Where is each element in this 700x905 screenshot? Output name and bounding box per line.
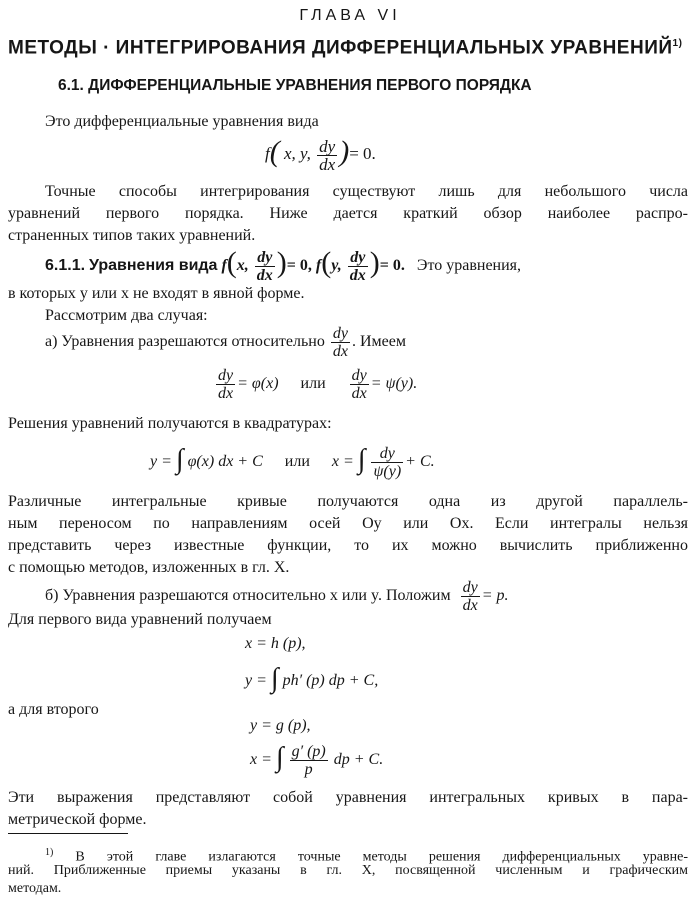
subsection-heading: [45, 246, 521, 286]
gp-fraction: [290, 743, 328, 778]
case-b-second: а для второго: [8, 701, 99, 718]
footnote-line-3: методам.: [8, 881, 62, 896]
sub-f1: f: [221, 257, 227, 274]
case-b-line-2: Для первого вида уравнений получаем: [8, 611, 272, 628]
sub-eq0a: = 0,: [286, 257, 312, 274]
para3-line-2: метрической форме.: [8, 811, 147, 828]
paren-open: (: [226, 246, 237, 280]
frac-den: dx: [218, 384, 234, 402]
case-a-text: а) Уравнения разрешаются относительно: [45, 333, 325, 350]
frac-den: dx: [351, 384, 367, 402]
dy-dx-fraction: [216, 367, 235, 402]
chapter-title: [8, 34, 682, 58]
paren-close: ): [276, 246, 287, 280]
chapter-title-text: МЕТОДЫ · ИНТЕГРИРОВАНИЯ ДИФФЕРЕНЦИАЛЬНЫХ УРАВНЕНИЙ: [8, 37, 673, 59]
frac-num: g′ (p): [291, 742, 326, 760]
eq-x: x,: [283, 144, 296, 163]
case-a-suffix: . Имеем: [351, 333, 406, 350]
para2-line-3: представить через известные функции, то их можно вычислить приближенно: [8, 537, 688, 554]
footnote-line-2: ний. Приближенные приемы указаны в гл. X, посвященной численным и графическим: [8, 863, 688, 878]
para1-line-2: уравнений первого порядка. Ниже дается краткий обзор наиболее распро-: [8, 205, 688, 222]
para1-line-3: страненных типов таких уравнений.: [8, 227, 256, 244]
dy-dx-fraction: [461, 579, 480, 614]
section-title: ДИФФЕРЕНЦИАЛЬНЫЕ УРАВНЕНИЯ ПЕРВОГО ПОРЯДКА: [88, 77, 532, 94]
case-a-line: [45, 322, 406, 362]
para2-line-2: ным переносом по направлениям осей Oy или Ox. Если интегралы нельзя: [8, 515, 688, 532]
eq4-tail: dp + C.: [333, 751, 384, 768]
sub-tail: Это уравнения,: [416, 257, 522, 274]
para1-line-1: Точные способы интегрирования существуют лишь для небольшого числа: [45, 183, 688, 200]
sub-f2: f: [315, 257, 322, 274]
paren-close: ): [369, 246, 380, 280]
section-heading: [58, 76, 532, 96]
frac-num: dy: [332, 324, 348, 342]
solutions-equations: [150, 442, 435, 482]
case-b-eq-4: [250, 740, 383, 780]
case-b-eq-2: [245, 664, 378, 698]
dy-dx-fraction: [255, 249, 275, 284]
footnote-mark: 1): [45, 847, 54, 858]
case-b-rhs: = p.: [481, 587, 509, 604]
frac-num: dy: [255, 249, 275, 267]
sol-plus-c: + C.: [405, 453, 435, 470]
eq2-body: ph′ (p) dp + C,: [282, 672, 379, 689]
subsection-number: 6.1.1.: [45, 257, 86, 274]
case-b-text: б) Уравнения разрешаются относительно x или y. Положим: [45, 587, 451, 604]
frac-den: dx: [256, 266, 273, 284]
paren-close: ): [339, 135, 350, 169]
case-a-eq-right: = ψ(y).: [370, 375, 418, 392]
integral-sign: ∫: [270, 663, 279, 695]
frac-den: dx: [319, 154, 336, 174]
eq2-lhs: y =: [245, 672, 267, 689]
chapter-label: ГЛАВА VI: [299, 7, 401, 24]
eq-y: y,: [300, 144, 311, 163]
frac-den: p: [304, 760, 313, 778]
integral-sign: ∫: [275, 742, 284, 774]
frac-den: dx: [462, 596, 478, 614]
case-b-eq-3: y = g (p),: [250, 717, 311, 734]
case-a-eq-left: = φ(x): [237, 375, 279, 392]
dy-dx-fraction: [350, 367, 369, 402]
eq4-lhs: x =: [250, 751, 272, 768]
intro-equation: [265, 134, 376, 174]
subsection-line-2: в которых y или x не входят в явной форме.: [8, 285, 305, 302]
paren-open: (: [269, 135, 280, 169]
sol-y-integrand: φ(x) dx + C: [187, 453, 263, 470]
integral-sign: ∫: [357, 444, 366, 476]
sub-eq0b: = 0.: [379, 257, 405, 274]
sub-x: x,: [236, 257, 249, 274]
case-a-or: или: [300, 375, 326, 392]
para2-line-1: Различные интегральные кривые получаются одна из другой параллель-: [8, 493, 688, 510]
solutions-line: Решения уравнений получаются в квадратурах:: [8, 415, 332, 432]
eq-rhs: = 0.: [349, 144, 376, 163]
dy-dx-fraction: [348, 249, 368, 284]
intro-line: Это дифференциальные уравнения вида: [45, 113, 319, 130]
frac-num: dy: [371, 445, 403, 463]
section-number: 6.1.: [58, 77, 84, 94]
dy-psi-fraction: [371, 445, 403, 480]
frac-num: dy: [319, 136, 336, 156]
sol-y: y =: [150, 453, 172, 470]
subsection-line-3: Рассмотрим два случая:: [45, 307, 208, 324]
sub-y: y,: [331, 257, 342, 274]
frac-den: dx: [349, 266, 366, 284]
frac-den: ψ(y): [373, 462, 402, 480]
footnote-text-1: В этой главе излагаются точные методы решения дифференциальных уравне-: [75, 849, 689, 865]
case-b-eq-1: x = h (p),: [245, 635, 306, 652]
case-a-equations: [214, 364, 417, 404]
footnote-rule: [8, 833, 128, 834]
subsection-title: Уравнения вида: [89, 257, 218, 274]
eq-f: f: [265, 144, 270, 163]
para2-line-4: с помощью методов, изложенных в гл. X.: [8, 559, 290, 576]
chapter-footnote-mark: 1): [672, 38, 683, 49]
frac-num: dy: [218, 366, 234, 384]
frac-num: dy: [351, 366, 367, 384]
frac-den: dx: [332, 342, 348, 360]
paren-open: (: [321, 246, 332, 280]
dy-dx-fraction: [317, 138, 337, 173]
integral-sign: ∫: [175, 444, 184, 476]
para3-line-1: Эти выражения представляют собой уравнения интегральных кривых в пара-: [8, 789, 688, 806]
sol-x: x =: [331, 453, 354, 470]
sol-or: или: [284, 453, 310, 470]
frac-num: dy: [348, 249, 368, 267]
dy-dx-fraction: [331, 325, 350, 360]
frac-num: dy: [462, 578, 478, 596]
